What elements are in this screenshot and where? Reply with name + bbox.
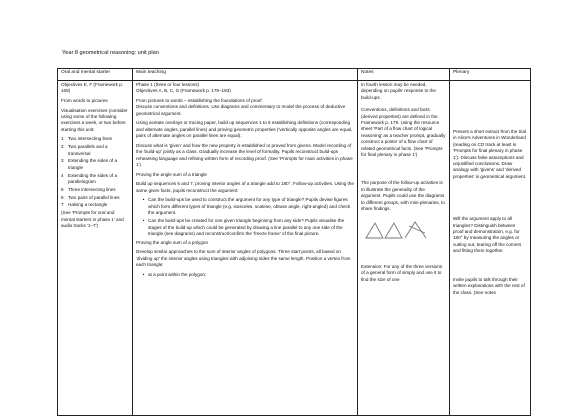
list-item: 5 Three intersecting lines: [61, 186, 116, 192]
plenary-paragraph: Present a short extract from the trial in Alice's Adventures in Wonderland (reading on CD track at least in 'Prompts for final plenary in phase 1'). Discuss false assumptions and unjustified conclusions. Draw analogy with 'givens' and 'derived properties' in geometrical argument.: [453, 129, 527, 179]
table-header-row: [58, 69, 531, 81]
plenary-cell: [450, 81, 531, 416]
list-item: • Can the build-ups be created for one given triangle beginning from any side? Pupils visualise the stages of the build-up which could be generated by drawing a line parallel to any one side of the triangle (see diagrams) and reconstruct/confirm the 'freeze frame' of the final picture.: [139, 218, 354, 237]
bullet-icon: •: [142, 218, 145, 224]
main-paragraph: Build up sequences 6 and 7, proving interior angles of a triangle add to 180°. Follow-up activities. Using the same given facts, pupils reconstruct the argument:: [136, 181, 354, 193]
main-paragraph: Discuss what is 'given' and how the new property is established or proved from givens. Model recording of the 'build-up' jointly as a class. Gradually increase the level of formality. Pupils reconstruct build-ups rehearsing language and refining written form of recording proof. (See 'Prompts for main activities in phase 1'): [136, 142, 353, 168]
main-paragraph: Using acetate overlays or tracing paper, build up sequences 1 to 5 establishing definitions (corresponding and alternate angles, parallel lines) and proving geometric properties ('vertically opposite angles are equal, pairs of alternate angles on parallel lines are equal).: [136, 120, 353, 139]
angle-sum-polygon-heading: Proving the angle sum of a polygon: [136, 239, 209, 245]
list-item: 3 Extending the sides of a triangle: [61, 158, 118, 170]
list-item: 4 Extending the sides of a parallelogram: [61, 172, 118, 185]
angle-sum-triangle-heading: Proving the angle sum of a triangle: [136, 171, 207, 177]
list-item: • Can the build-ups be used to construct the argument for any type of triangle? Pupils devise figures which form different types of triangle (e.g. isosceles, scalene, obtuse angle, right-angled) and check the argument.: [139, 197, 354, 216]
header-notes: Notes: [358, 69, 450, 81]
oral-words-heading: From words to pictures: [61, 98, 108, 103]
header-main-teaching: Main teaching: [133, 69, 358, 81]
oral-intro: Visualisation exercises (consider using some of the following exercises a week, or two before starting this unit:: [61, 107, 128, 132]
main-paragraph: Develop similar approaches to the sum of interior angles of polygons. Three start points, all based on 'dividing up' the interior angles using triangles with adjoining sides the same length. Position a vertex from each triangle:: [136, 249, 351, 268]
main-discuss-intro: Discuss conventions and definitions. Use diagrams and commentary to model the process of deductive geometrical argument.: [136, 104, 346, 116]
list-item: 7 Halving a rectangle: [61, 202, 108, 208]
list-item: 2 Two parallels and a transversal: [61, 144, 108, 156]
header-oral-starter: Oral and mental starter: [58, 69, 133, 81]
main-phase-heading: Phase 1 (three or four lessons): [136, 82, 200, 87]
list-item: • at a point within the polygon;: [139, 272, 354, 278]
main-words-heading: From pictures to words – establishing the foundations of proof: [136, 98, 262, 103]
notes-paragraph: In fourth lesson may be needed, depending on pupils' response to the build-ups.: [361, 82, 436, 100]
notes-paragraph: Conventions, definitions and facts (derived properties) are defined in the Framework p. 179. Using the resource sheet 'Part of a flow chart of logical reasoning' as a teacher prompt, gradually construct a poster of a flow chart of related geometrical facts. (See 'Prompts for final plenary in phase 1'): [361, 107, 446, 158]
list-item: 6 Two pairs of parallel lines: [61, 194, 120, 200]
unit-plan-table: [57, 68, 531, 416]
bullet-icon: •: [142, 271, 145, 277]
notes-paragraph: Extension: For any of the three versions of a general form of simply and use it to find the size of one: [361, 263, 443, 282]
oral-objectives: Objectives E, F (Framework p. 169): [61, 82, 124, 94]
oral-item-list: [61, 136, 129, 208]
document-title: Year 8 geometrical reasoning: unit plan: [62, 50, 159, 56]
table-row: [58, 81, 531, 416]
bullet-icon: •: [142, 197, 145, 203]
main-teaching-cell: [133, 81, 358, 416]
notes-cell: [358, 81, 450, 416]
header-plenary: Plenary: [450, 69, 531, 81]
main-objectives: Objectives A, B, C, G (Framework p. 179–183): [136, 88, 231, 94]
plenary-paragraph: Invite pupils to talk through their written explanations with the rest of the class. (See notes: [453, 276, 525, 295]
plenary-paragraph: Will the argument apply to all triangles? Distinguish between proof and demonstration, e.g. for 180° by measuring the angles or cutting out, tearing off the corners and fitting them together.: [453, 216, 522, 254]
triangle-sketch-icon: [363, 218, 446, 244]
list-item: 1 Two intersecting lines: [61, 136, 112, 142]
oral-see-prompts: (See 'Prompts for oral and mental starters in phase 1' and audio tracks '1–7'): [61, 210, 124, 229]
oral-starter-cell: [58, 81, 133, 416]
notes-paragraph: The purpose of the follow-up activities is to illustrate the generality of the argument. Pupils could use the diagrams to different groups, with mini-plenaries, to share findings.: [361, 180, 445, 212]
